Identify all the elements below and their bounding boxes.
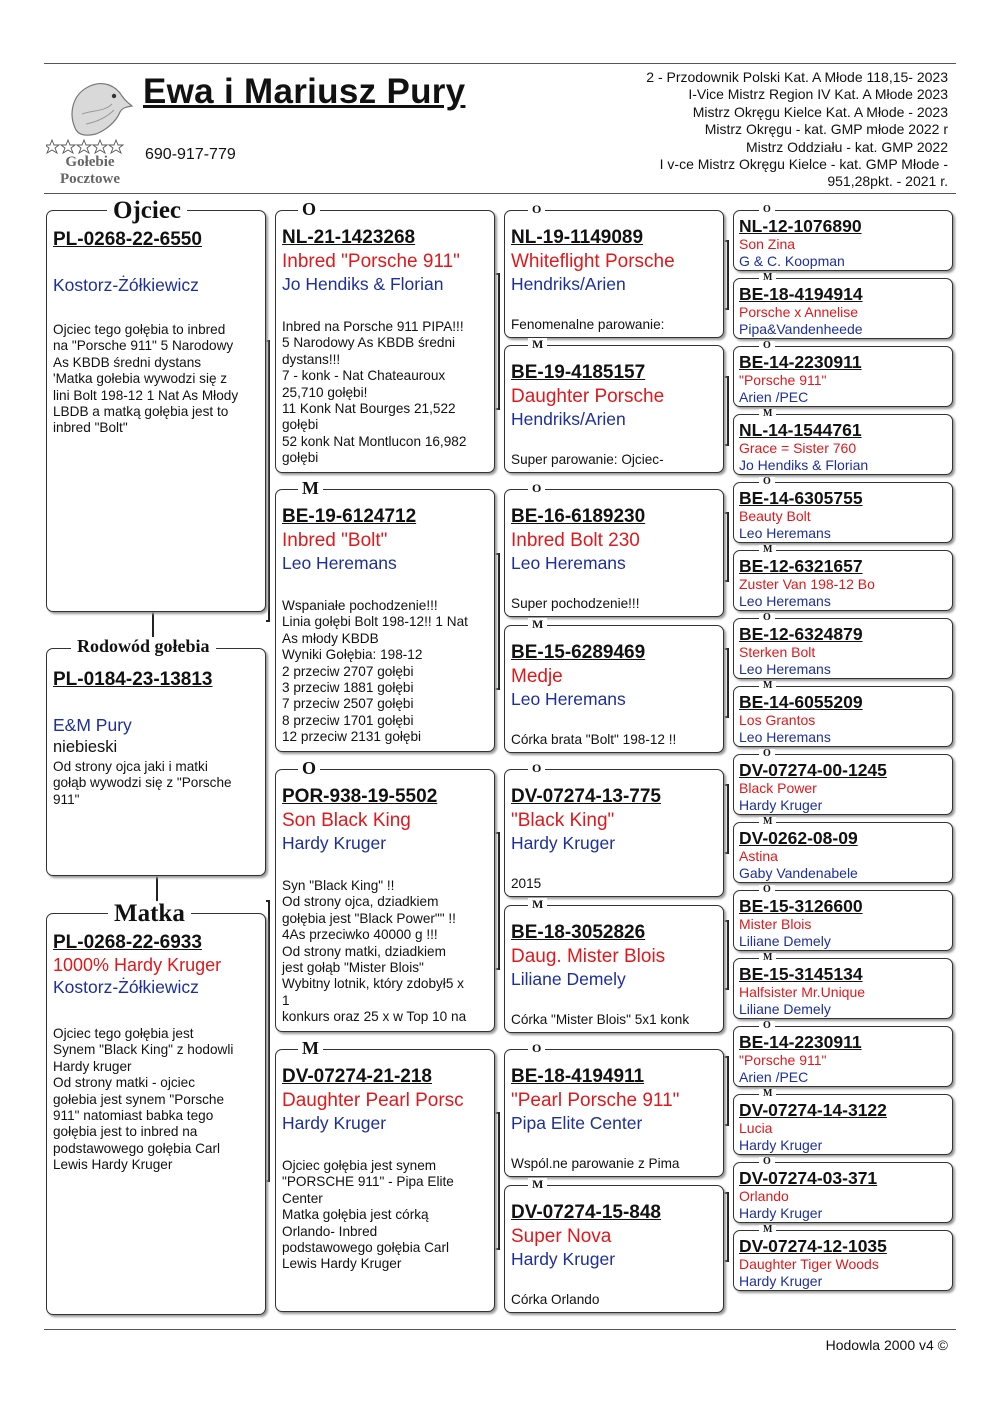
- ring-id: BE-19-6124712: [282, 506, 417, 527]
- pigeon-breeder: Hardy Kruger: [739, 1205, 823, 1221]
- footer-rule: [44, 1329, 956, 1330]
- pigeon-name: Daughter Tiger Woods: [739, 1256, 879, 1272]
- dam-label: M: [759, 1089, 776, 1099]
- grandparent-card[interactable]: [504, 489, 724, 617]
- pigeon-description: 2015: [511, 876, 542, 891]
- logo-text-bottom: Pocztowe: [60, 171, 120, 186]
- great-grandparent-card[interactable]: [733, 346, 953, 407]
- grandparent-card[interactable]: [504, 625, 724, 753]
- pigeon-breeder: Arien /PEC: [739, 389, 809, 405]
- pigeon-description: Fenomenalne parowanie:: [511, 317, 665, 332]
- pigeon-breeder: Hardy Kruger: [739, 797, 823, 813]
- pigeon-description: Ojciec gołębia jest synem "PORSCHE 911" - Pipa Elite Center Matka gołębia jest córką Orlando- Inbred podstawowego gołębia Carl Lewis Hardy Kruger: [282, 1158, 454, 1272]
- achievement-line: 951,28pkt. - 2021 r.: [827, 173, 948, 190]
- ring-id: DV-0262-08-09: [739, 828, 858, 848]
- dam-label: M: [528, 898, 547, 910]
- dam-label: M: [528, 338, 547, 350]
- sire-dam-card[interactable]: [275, 210, 495, 473]
- ring-id: NL-19-1149089: [511, 227, 644, 248]
- subject-card[interactable]: [46, 648, 266, 876]
- ring-id: DV-07274-15-848: [511, 1202, 661, 1223]
- grandparent-card[interactable]: [504, 210, 724, 338]
- mother-label: Matka: [108, 901, 191, 926]
- connector-line: [727, 1192, 729, 1262]
- pigeon-breeder: Hardy Kruger: [282, 1113, 387, 1133]
- pigeon-breeder: Hardy Kruger: [511, 1249, 616, 1269]
- pigeon-name: Black Power: [739, 780, 817, 796]
- dam-label: M: [298, 479, 323, 497]
- ring-id: POR-938-19-5502: [282, 786, 438, 807]
- pigeon-breeder: Hardy Kruger: [739, 1137, 823, 1153]
- achievement-line: Mistrz Okręgu - kat. GMP młode 2022 r: [704, 121, 948, 138]
- pigeon-description: Inbred na Porsche 911 PIPA!!! 5 Narodowy As KBDB średni dystans!!! 7 - konk - Nat Chateauroux 25,710 gołębi! 11 Konk Nat Bourges 21,522 gołębi 52 konk Nat Montlucon 16,982 gołębi: [282, 319, 467, 466]
- sire-label: O: [298, 759, 320, 777]
- dam-label: M: [528, 618, 547, 630]
- connector-line: [498, 273, 500, 410]
- dam-label: M: [528, 1178, 547, 1190]
- connector-line: [727, 648, 729, 718]
- header-rule: [44, 193, 956, 194]
- pigeon-breeder: Leo Heremans: [739, 729, 831, 745]
- pigeon-name: Medje: [511, 666, 563, 687]
- ring-id: BE-18-4194911: [511, 1066, 645, 1087]
- ring-id: NL-12-1076890: [739, 216, 862, 236]
- sire-label: O: [759, 205, 775, 215]
- dam-label: M: [759, 953, 776, 963]
- logo-text-top: Gołebie: [65, 154, 115, 170]
- connector-line: [727, 784, 729, 854]
- grandparent-card[interactable]: [504, 1185, 724, 1313]
- ring-id: BE-15-6289469: [511, 642, 646, 663]
- subject-color: niebieski: [53, 738, 118, 756]
- sire-label: O: [759, 477, 775, 487]
- great-grandparent-card[interactable]: [733, 822, 953, 883]
- pigeon-name: Orlando: [739, 1188, 789, 1204]
- dam-label: M: [759, 1225, 776, 1235]
- breeder-name: Ewa i Mariusz Pury: [143, 72, 466, 111]
- top-rule: [44, 63, 956, 64]
- connector-line: [498, 832, 500, 970]
- mother-card[interactable]: [46, 913, 266, 1315]
- ring-id: DV-07274-00-1245: [739, 760, 887, 780]
- pigeon-breeder: Jo Hendiks & Florian: [282, 274, 444, 294]
- sire-label: O: [759, 749, 775, 759]
- father-description: Ojciec tego gołębia to inbred na "Porsche 911" 5 Narodowy As KBDB średni dystans 'Matka gołebia wywodzi się z lini Bolt 198-12 1 Nat As Młody LBDB a matką gołębia jest to inbred "Bolt": [53, 322, 239, 436]
- pigeon-name: Son Zina: [739, 236, 796, 252]
- ring-id: DV-07274-12-1035: [739, 1236, 887, 1256]
- great-grandparent-card[interactable]: [733, 550, 953, 611]
- pigeon-breeder: Gaby Vandenabele: [739, 865, 858, 881]
- mother-ring-id: PL-0268-22-6933: [53, 932, 202, 953]
- great-grandparent-card[interactable]: [733, 1162, 953, 1223]
- pigeon-description: Córka Orlando: [511, 1292, 600, 1307]
- father-breeder: Kostorz-Żółkiewicz: [53, 275, 199, 295]
- dam-label: M: [759, 273, 776, 283]
- grandparent-card[interactable]: [504, 345, 724, 473]
- pigeon-name: Daughter Pearl Porsc: [282, 1090, 464, 1111]
- sire-label: O: [528, 482, 545, 494]
- pigeon-breeder: Leo Heremans: [739, 593, 831, 609]
- pigeon-name: Sterken Bolt: [739, 644, 816, 660]
- sire-label: O: [759, 613, 775, 623]
- sire-label: O: [528, 203, 545, 215]
- pigeon-name: Lucia: [739, 1120, 773, 1136]
- sire-label: O: [759, 341, 775, 351]
- pigeon-logo-icon: [46, 74, 136, 186]
- ring-id: NL-14-1544761: [739, 420, 862, 440]
- pigeon-description: Super pochodzenie!!!: [511, 596, 640, 611]
- subject-breeder: E&M Pury: [53, 715, 132, 735]
- connector-line: [727, 240, 729, 310]
- pigeon-breeder: Hendriks/Arien: [511, 409, 626, 429]
- achievement-line: Mistrz Oddziału - kat. GMP 2022: [745, 138, 948, 155]
- great-grandparent-card[interactable]: [733, 958, 953, 1019]
- dam-label: M: [759, 409, 776, 419]
- pigeon-name: "Pearl Porsche 911": [511, 1090, 680, 1111]
- great-grandparent-card[interactable]: [733, 1230, 953, 1291]
- pigeon-description: Syn "Black King" !! Od strony ojca, dziadkiem gołębia jest "Black Power"" !! 4As przeciwko 40000 g !!! Od strony matki, dziadkiem jest gołąb "Mister Blois" Wybitny lotnik, który zdobył5 x 1 konkurs oraz 25 x w Top 10 na: [282, 878, 467, 1025]
- sire-dam-card[interactable]: [275, 769, 495, 1032]
- pigeon-name: Porsche x Annelise: [739, 304, 859, 320]
- subject-ring-id: PL-0184-23-13813: [53, 669, 213, 690]
- ring-id: DV-07274-13-775: [511, 786, 661, 807]
- connector-line: [727, 1056, 729, 1126]
- great-grandparent-card[interactable]: [733, 210, 953, 271]
- great-grandparent-card[interactable]: [733, 278, 953, 339]
- ring-id: NL-21-1423268: [282, 227, 416, 248]
- pigeon-name: Inbred Bolt 230: [511, 530, 640, 551]
- achievements-list: [528, 69, 948, 191]
- great-grandparent-card[interactable]: [733, 1094, 953, 1155]
- pigeon-name: "Black King": [511, 810, 615, 831]
- ring-id: BE-15-3145134: [739, 964, 863, 984]
- pigeon-breeder: Hardy Kruger: [739, 1273, 823, 1289]
- connector-line: [498, 1112, 500, 1250]
- ring-id: DV-07274-21-218: [282, 1066, 432, 1087]
- sire-label: O: [528, 762, 545, 774]
- father-ring-id: PL-0268-22-6550: [53, 229, 202, 250]
- pigeon-name: Los Grantos: [739, 712, 816, 728]
- great-grandparent-card[interactable]: [733, 1026, 953, 1087]
- ring-id: BE-14-6055209: [739, 692, 863, 712]
- mother-breeder: Kostorz-Żółkiewicz: [53, 977, 199, 997]
- sire-label: O: [759, 1157, 775, 1167]
- pigeon-breeder: Pipa Elite Center: [511, 1113, 643, 1133]
- connector-line: [727, 512, 729, 582]
- connector-line: [498, 553, 500, 690]
- pigeon-breeder: Leo Heremans: [739, 525, 831, 541]
- pigeon-description: Wspaniałe pochodzenie!!! Linia gołębi Bolt 198-12!! 1 Nat As młody KBDB Wyniki Gołębia: 198-12 2 przeciw 2707 gołębi 3 przeciw 1881 gołębi 7 przeciw 2507 gołębi 8 przeciw 1701 gołębi 12 przeciw 2131 gołębi: [282, 598, 468, 745]
- father-card[interactable]: [46, 210, 266, 612]
- phone-number: 690-917-779: [145, 146, 236, 163]
- dam-label: M: [759, 545, 776, 555]
- pigeon-breeder: Leo Heremans: [282, 553, 397, 573]
- connector-line: [727, 920, 729, 990]
- pigeon-name: Super Nova: [511, 1226, 612, 1247]
- ring-id: BE-14-6305755: [739, 488, 863, 508]
- great-grandparent-card[interactable]: [733, 618, 953, 679]
- pigeon-name: Grace = Sister 760: [739, 440, 857, 456]
- pigeon-name: Inbred "Porsche 911": [282, 251, 460, 272]
- pigeon-name: Whiteflight Porsche: [511, 251, 675, 272]
- ring-id: BE-14-2230911: [739, 1032, 862, 1052]
- ring-id: DV-07274-03-371: [739, 1168, 878, 1188]
- achievement-line: I-Vice Mistrz Region IV Kat. A Młode 2023: [688, 86, 948, 103]
- ring-id: BE-18-4194914: [739, 284, 863, 304]
- dam-label: M: [298, 1039, 323, 1057]
- pigeon-breeder: G & C. Koopman: [739, 253, 845, 269]
- ring-id: BE-18-3052826: [511, 922, 646, 943]
- pigeon-description: Córka "Mister Blois" 5x1 konk: [511, 1012, 690, 1027]
- mother-name: 1000% Hardy Kruger: [53, 955, 222, 975]
- pigeon-breeder: Pipa&Vandenheede: [739, 321, 863, 337]
- pigeon-name: Son Black King: [282, 810, 411, 831]
- pigeon-name: Daughter Porsche: [511, 386, 665, 407]
- pigeon-description: Super parowanie: Ojciec-: [511, 452, 664, 467]
- sire-label: O: [759, 1021, 775, 1031]
- sire-dam-card[interactable]: [275, 1049, 495, 1312]
- great-grandparent-card[interactable]: [733, 754, 953, 815]
- achievement-line: Mistrz Okręgu Kielce Kat. A Młode - 2023: [692, 103, 948, 120]
- connector-line: [268, 900, 270, 1181]
- footer-credit: Hodowla 2000 v4 ©: [825, 1337, 948, 1353]
- pigeon-breeder: Leo Heremans: [511, 553, 626, 573]
- pigeon-name: "Porsche 911": [739, 1052, 827, 1068]
- father-label: Ojciec: [107, 198, 187, 223]
- pigeon-name: Daug. Mister Blois: [511, 946, 666, 967]
- pigeon-breeder: Liliane Demely: [739, 1001, 831, 1017]
- pigeon-breeder: Liliane Demely: [511, 969, 626, 989]
- dam-label: M: [759, 681, 776, 691]
- sire-label: O: [759, 885, 775, 895]
- ring-id: DV-07274-14-3122: [739, 1100, 887, 1120]
- pigeon-name: Halfsister Mr.Unique: [739, 984, 866, 1000]
- pigeon-breeder: Liliane Demely: [739, 933, 831, 949]
- achievement-line: I v-ce Mistrz Okręgu Kielce - kat. GMP Młode -: [659, 156, 948, 173]
- pedigree-label: Rodowód gołebia: [71, 637, 216, 655]
- ring-id: BE-12-6324879: [739, 624, 863, 644]
- pigeon-name: Mister Blois: [739, 916, 812, 932]
- pigeon-name: Astina: [739, 848, 778, 864]
- pigeon-breeder: Hendriks/Arien: [511, 274, 626, 294]
- grandparent-card[interactable]: [504, 905, 724, 1033]
- ring-id: BE-12-6321657: [739, 556, 863, 576]
- pigeon-breeder: Leo Heremans: [511, 689, 626, 709]
- ring-id: BE-19-4185157: [511, 362, 646, 383]
- great-grandparent-card[interactable]: [733, 890, 953, 951]
- great-grandparent-card[interactable]: [733, 414, 953, 475]
- pigeon-breeder: Jo Hendiks & Florian: [739, 457, 869, 473]
- ring-id: BE-16-6189230: [511, 506, 646, 527]
- pigeon-name: Inbred "Bolt": [282, 530, 388, 551]
- ring-id: BE-15-3126600: [739, 896, 863, 916]
- sire-label: O: [528, 1042, 545, 1054]
- pigeon-breeder: Hardy Kruger: [511, 833, 616, 853]
- pigeon-description: Wspól.ne parowanie z Pima: [511, 1156, 680, 1171]
- great-grandparent-card[interactable]: [733, 482, 953, 543]
- pigeon-name: Beauty Bolt: [739, 508, 811, 524]
- connector-line: [727, 376, 729, 446]
- grandparent-card[interactable]: [504, 1049, 724, 1177]
- achievement-line: 2 - Przodownik Polski Kat. A Młode 118,15- 2023: [646, 69, 948, 85]
- grandparent-card[interactable]: [504, 769, 724, 897]
- pigeon-breeder: Arien /PEC: [739, 1069, 809, 1085]
- pigeon-breeder: Hardy Kruger: [282, 833, 387, 853]
- mother-description: Ojciec tego gołębia jest Synem "Black King" z hodowli Hardy kruger Od strony matki - ojciec gołebia jest synem "Porsche 911" natomiast babka tego gołębia jest to inbred na podstawowego gołębia Carl Lewis Hardy Kruger: [53, 1026, 234, 1173]
- sire-label: O: [298, 200, 320, 218]
- great-grandparent-card[interactable]: [733, 686, 953, 747]
- dam-label: M: [759, 817, 776, 827]
- pigeon-breeder: Leo Heremans: [739, 661, 831, 677]
- ring-id: BE-14-2230911: [739, 352, 862, 372]
- pigeon-name: "Porsche 911": [739, 372, 827, 388]
- connector-line: [268, 340, 270, 621]
- subject-description: Od strony ojca jaki i matki gołąb wywodzi się z "Porsche 911": [53, 759, 232, 807]
- pigeon-description: Córka brata "Bolt" 198-12 !!: [511, 732, 677, 747]
- sire-dam-card[interactable]: [275, 489, 495, 752]
- pigeon-name: Zuster Van 198-12 Bo: [739, 576, 875, 592]
